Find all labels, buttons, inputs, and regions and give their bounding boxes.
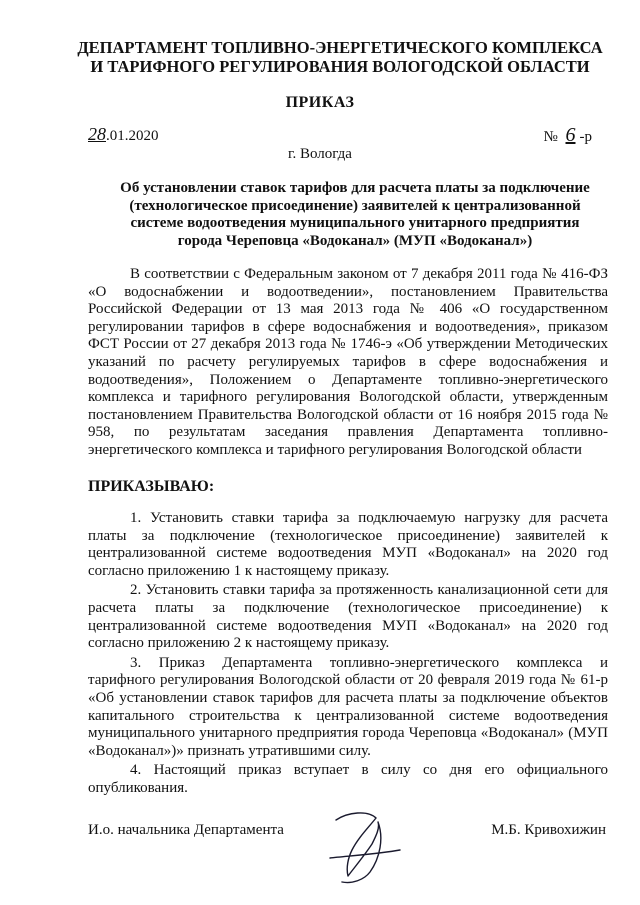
preamble-paragraph: В соответствии с Федеральным законом от 7 декабря 2011 года № 416-ФЗ «О водоснабжении и водоотведении», постановлением Правительства Российской Федерации от 13 мая 2013 года № 406 «О государственном регулировании тарифов в сфере водоснабжения и водоотведения», приказом ФСТ России от 27 декабря 2013 года № 1746-э «Об утверждении Методических указаний по расчету регулируемых тарифов в сфере водоснабжения и водоотведения», Положением о Департаменте топливно-энергетического комплекса и тарифного регулирования Вологодской области, утвержденным постановлением Правительства Вологодской области от 16 ноября 2015 года № 958, по результатам заседания правления Департамента топливно-энергетического комплекса и тарифного регулирования Вологодской области bbox=[88, 266, 608, 458]
order-item-1: 1. Установить ставки тарифа за подключаемую нагрузку для расчета платы за подключение (технологическое присоединение) заявителей к централизованной системе водоотведения МУП «Водоканал» на 2020 год согласно приложению 1 к настоящему приказу. bbox=[88, 510, 608, 579]
order-item-2: 2. Установить ставки тарифа за протяженность канализационной сети для расчета платы за подключение (технологическое присоединение) к централизованной системе водоотведения МУП «Водоканал» на 2020 год согласно приложению 2 к настоящему приказу. bbox=[88, 582, 608, 652]
order-items bbox=[88, 510, 608, 800]
order-item-3: 3. Приказ Департамента топливно-энергетического комплекса и тарифного регулирования Вологодской области от 20 февраля 2019 года № 61-р «Об установлении ставок тарифов для расчета платы за подключение объектов капитального строительства к централизованной системе водоотведения муниципального унитарного предприятия города Череповца «Водоканал» (МУП «Водоканал»)» признать утратившими силу. bbox=[88, 654, 608, 759]
signatory-position: И.о. начальника Департамента bbox=[88, 822, 284, 838]
subject-line-1: Об установлении ставок тарифов для расчета платы за подключение bbox=[120, 180, 590, 196]
signatory-name: М.Б. Кривохижин bbox=[491, 822, 606, 838]
department-line-2: И ТАРИФНОГО РЕГУЛИРОВАНИЯ ВОЛОГОДСКОЙ ОБЛАСТИ bbox=[90, 57, 590, 76]
order-number-suffix: -р bbox=[579, 129, 592, 145]
order-date-rest: .01.2020 bbox=[106, 128, 159, 144]
handwritten-signature bbox=[318, 798, 408, 888]
order-directive: ПРИКАЗЫВАЮ: bbox=[88, 478, 215, 495]
subject-line-2: (технологическое присоединение) заявителей к централизованной bbox=[129, 197, 581, 214]
order-item-4: 4. Настоящий приказ вступает в силу со дня его официального опубликования. bbox=[88, 762, 608, 796]
order-date bbox=[88, 124, 159, 145]
department-line-1: ДЕПАРТАМЕНТ ТОПЛИВНО-ЭНЕРГЕТИЧЕСКОГО КОМПЛЕКСА bbox=[77, 38, 603, 57]
subject-line-3: системе водоотведения муниципального унитарного предприятия bbox=[130, 215, 580, 231]
order-number-prefix: № bbox=[543, 129, 558, 145]
order-date-day: 28 bbox=[88, 124, 106, 144]
city: г. Вологда bbox=[288, 146, 352, 162]
order-subject bbox=[90, 180, 620, 250]
department-header bbox=[60, 38, 620, 76]
order-number-value: 6 bbox=[565, 124, 576, 146]
document-type: ПРИКАЗ bbox=[285, 94, 355, 111]
order-number bbox=[543, 124, 592, 147]
subject-line-4: города Череповца «Водоканал» (МУП «Водоканал») bbox=[177, 232, 533, 249]
